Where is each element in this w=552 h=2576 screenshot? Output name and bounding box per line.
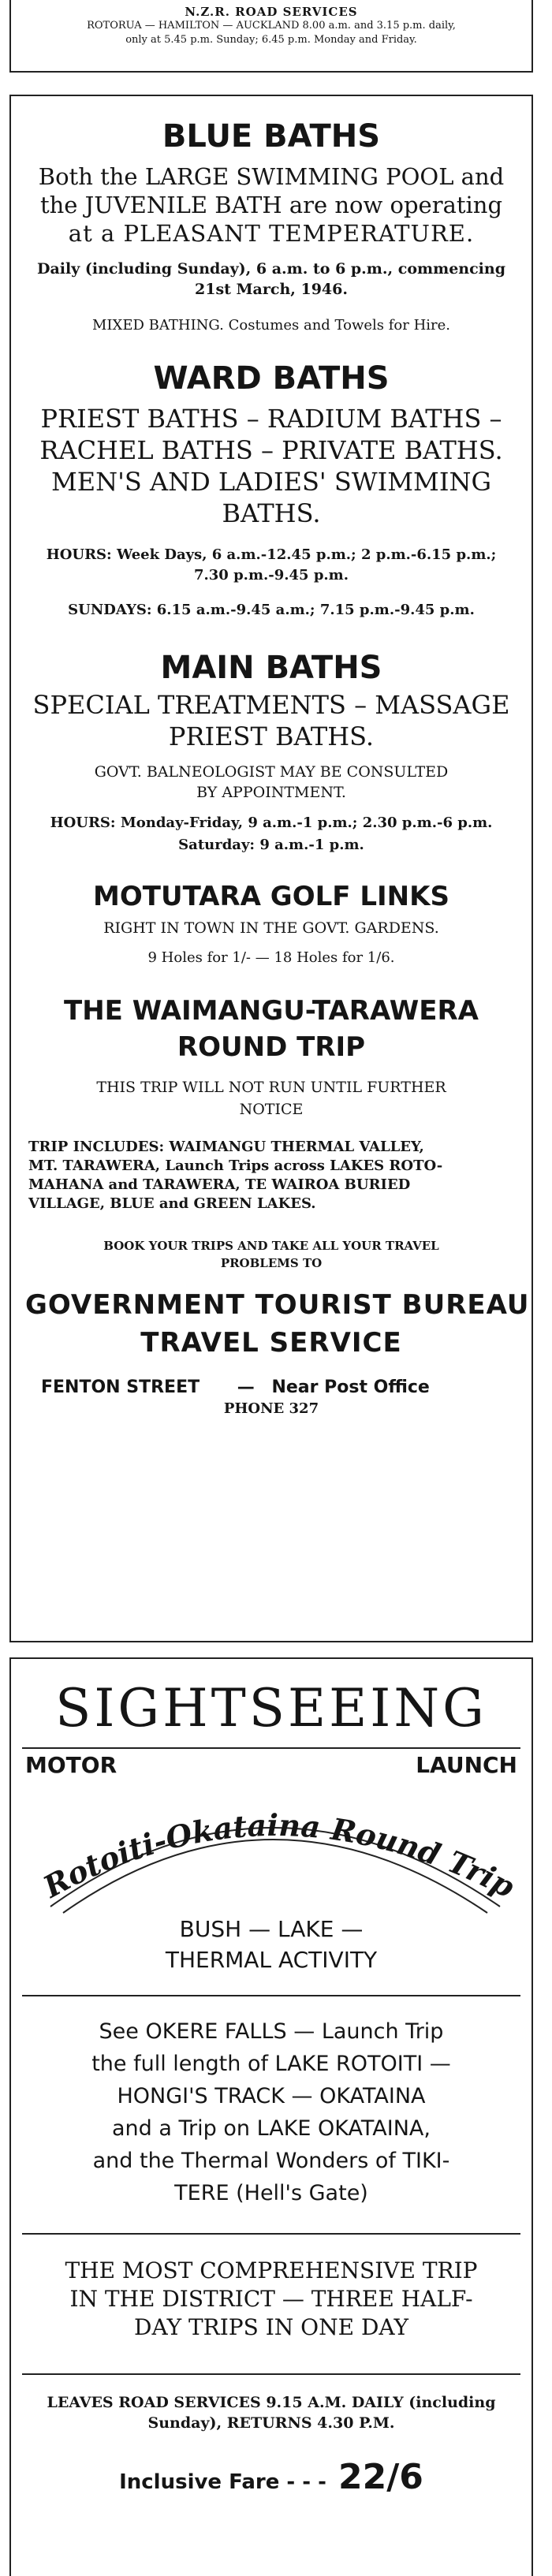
golf-links-location: RIGHT IN TOWN IN THE GOVT. GARDENS.	[103, 919, 439, 937]
main-baths-title: MAIN BATHS	[160, 650, 382, 686]
motor-label: MOTOR	[25, 1752, 117, 1778]
inclusive-fare: Inclusive Fare - - - 22/6	[119, 2457, 423, 2497]
waimangu-includes: TRIP INCLUDES: WAIMANGU THERMAL VALLEY, MT. TARAWERA, Launch Trips across LAKES ROTO- MAHANA and TARAWERA, TE WAIROA BURIED VILLAGE, BLUE and GREEN LAKES.	[28, 1139, 443, 1212]
fare-amount: 22/6	[338, 2457, 423, 2497]
blue-baths-hours: Daily (including Sunday), 6 a.m. to 6 p.m., commencing 21st March, 1946.	[36, 260, 505, 298]
description-rule	[22, 2233, 520, 2235]
road-services-advert	[9, 0, 533, 73]
round-trip-arc-banner	[11, 1780, 531, 1914]
bush-lake-line: BUSH — LAKE —	[179, 1916, 364, 1942]
golf-links-title: MOTUTARA GOLF LINKS	[93, 881, 449, 912]
golf-links-fees: 9 Holes for 1/- — 18 Holes for 1/6.	[147, 949, 395, 966]
ward-baths-sundays: SUNDAYS: 6.15 a.m.-9.45 a.m.; 7.15 p.m.-9.45 p.m.	[68, 602, 475, 618]
motor-launch-rule	[22, 1747, 520, 1749]
launch-label: LAUNCH	[416, 1752, 517, 1778]
road-services-line: only at 5.45 p.m. Sunday; 6.45 p.m. Monday and Friday.	[125, 34, 417, 46]
thermal-activity-line: THERMAL ACTIVITY	[165, 1947, 378, 1973]
trip-description: See OKERE FALLS — Launch Trip the full length of LAKE ROTOITI — HONGI'S TRACK — OKATAINA and a Trip on LAKE OKATAINA, and the Thermal Wonders of TIKI- TERE (Hell's Gate)	[91, 2019, 451, 2205]
book-trips-note: BOOK YOUR TRIPS AND TAKE ALL YOUR TRAVEL PROBLEMS TO	[103, 1239, 439, 1270]
road-services-title: N.Z.R. ROAD SERVICES	[185, 5, 358, 19]
sightseeing-advert	[9, 1657, 533, 2576]
main-baths-list: SPECIAL TREATMENTS – MASSAGE PRIEST BATHS.	[32, 690, 510, 751]
comprehensive-rule	[22, 2373, 520, 2375]
road-services-line: ROTORUA — HAMILTON — AUCKLAND 8.00 a.m. and 3.15 p.m. daily,	[87, 20, 456, 32]
ward-baths-list: PRIEST BATHS – RADIUM BATHS – RACHEL BATHS – PRIVATE BATHS. MEN'S AND LADIES' SWIMMING BATHS.	[39, 404, 503, 528]
ward-baths-title: WARD BATHS	[153, 360, 390, 397]
waimangu-notice: THIS TRIP WILL NOT RUN UNTIL FURTHER NOTICE	[96, 1079, 446, 1118]
tourist-bureau-name: GOVERNMENT TOURIST BUREAU TRAVEL SERVICE	[25, 1289, 530, 1359]
mixed-bathing-note: MIXED BATHING. Costumes and Towels for Hire.	[91, 317, 451, 334]
bureau-phone: PHONE 327	[223, 1400, 319, 1417]
thermal-rule	[22, 1995, 520, 1996]
balneologist-note: GOVT. BALNEOLOGIST MAY BE CONSULTED BY APPOINTMENT.	[94, 763, 449, 801]
main-baths-hours: HOURS: Monday-Friday, 9 a.m.-1 p.m.; 2.30 p.m.-6 p.m. Saturday: 9 a.m.-1 p.m.	[50, 815, 493, 853]
blue-baths-lead: Both the LARGE SWIMMING POOL and the JUVENILE BATH are now operating at a PLEASANT TEMPERATURE.	[38, 163, 505, 247]
blue-baths-title: BLUE BATHS	[162, 118, 381, 155]
departure-times: LEAVES ROAD SERVICES 9.15 A.M. DAILY (including Sunday), RETURNS 4.30 P.M.	[47, 2394, 496, 2432]
waimangu-title: THE WAIMANGU-TARAWERA ROUND TRIP	[64, 995, 479, 1063]
motor-launch-bar	[22, 1746, 520, 1777]
bureau-address: FENTON STREET — Near Post Office	[41, 1377, 430, 1397]
comprehensive-trip-note: THE MOST COMPREHENSIVE TRIP IN THE DISTRICT — THREE HALF- DAY TRIPS IN ONE DAY	[65, 2257, 478, 2340]
round-trip-arc-text: Rotoiti-Okataina Round Trip	[37, 1806, 520, 1905]
sightseeing-title: SIGHTSEEING	[55, 1678, 487, 1739]
baths-advert	[9, 95, 533, 1642]
ward-baths-hours: HOURS: Week Days, 6 a.m.-12.45 p.m.; 2 p.m.-6.15 p.m.; 7.30 p.m.-9.45 p.m.	[46, 546, 497, 583]
